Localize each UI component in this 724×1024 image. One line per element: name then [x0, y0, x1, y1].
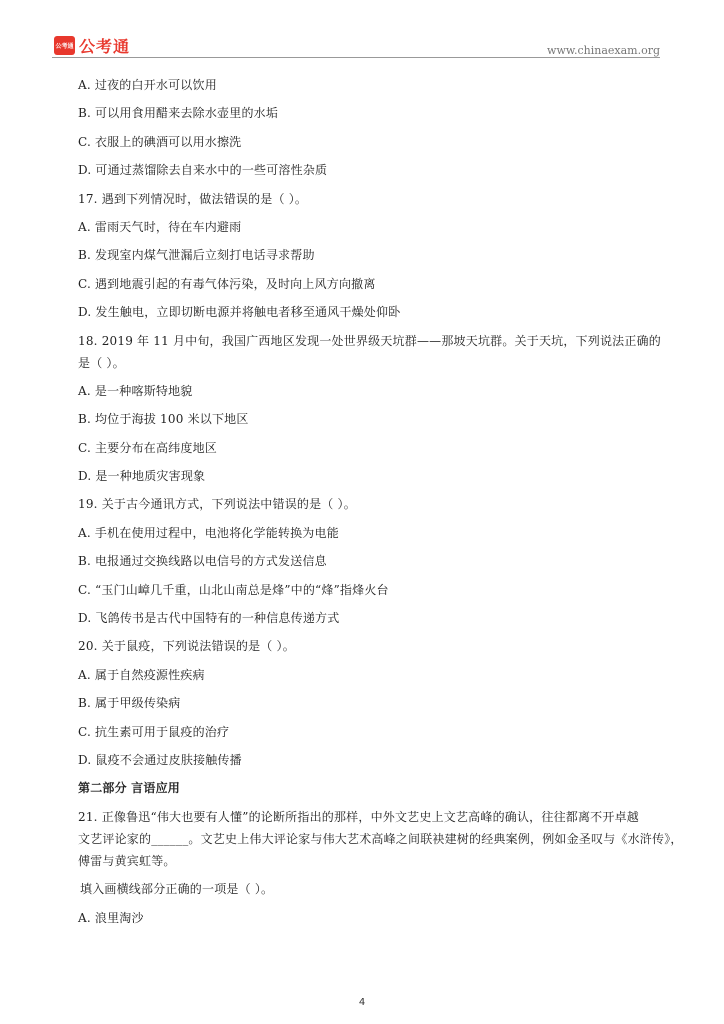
- option-20b: B. 属于甲级传染病: [78, 696, 181, 711]
- option-18d: D. 是一种地质灾害现象: [78, 469, 206, 484]
- logo: [54, 34, 130, 57]
- question-21-line2: 文艺评论家的______。文艺史上伟大评论家与伟大艺术高峰之间联袂建树的经典案例，例如金圣叹与《水浒传》，: [78, 831, 683, 846]
- logo-text: 公考通: [79, 37, 131, 56]
- option-20c: C. 抗生素可用于鼠疫的治疗: [78, 724, 230, 739]
- option-16b: B. 可以用食用醋来去除水壶里的水垢: [78, 106, 279, 121]
- option-20d: D. 鼠疫不会通过皮肤接触传播: [78, 752, 242, 767]
- question-17: 17. 遇到下列情况时，做法错误的是（ ）。: [78, 191, 308, 206]
- option-16d: D. 可通过蒸馏除去自来水中的一些可溶性杂质: [78, 163, 328, 178]
- document-body: [78, 77, 683, 938]
- question-18-line1: 18. 2019 年 11 月中旬，我国广西地区发现一处世界级天坑群——那坡天坑群。关于天坑，下列说法正确的: [78, 333, 661, 348]
- option-19a: A. 手机在使用过程中，电池将化学能转换为电能: [78, 525, 339, 540]
- question-18-line2: 是（ ）。: [78, 355, 125, 370]
- logo-badge: 公考通: [54, 36, 75, 55]
- option-18c: C. 主要分布在高纬度地区: [78, 440, 217, 455]
- option-20a: A. 属于自然疫源性疾病: [78, 667, 205, 682]
- option-18b: B. 均位于海拔 100 米以下地区: [78, 412, 249, 427]
- option-17d: D. 发生触电，立即切断电源并将触电者移至通风干燥处仰卧: [78, 305, 401, 320]
- site-url[interactable]: www.chinaexam.org: [547, 44, 660, 57]
- header-divider: [52, 57, 660, 58]
- option-16a: A. 过夜的白开水可以饮用: [78, 78, 217, 92]
- page-header: [52, 34, 660, 58]
- option-19c: C. “玉门山嶂几千重，山北山南总是烽”中的“烽”指烽火台: [78, 582, 389, 597]
- question-19: 19. 关于古今通讯方式，下列说法中错误的是（ ）。: [78, 497, 356, 512]
- option-18a: A. 是一种喀斯特地貌: [78, 383, 193, 398]
- option-17b: B. 发现室内煤气泄漏后立刻打电话寻求帮助: [78, 248, 315, 263]
- page-number: 4: [358, 997, 366, 1008]
- question-21-prompt: 填入画横线部分正确的一项是（ ）。: [80, 882, 274, 897]
- option-21a: A. 浪里淘沙: [78, 910, 144, 925]
- option-17c: C. 遇到地震引起的有毒气体污染，及时向上风方向撤离: [78, 276, 376, 291]
- section-heading: 第二部分 言语应用: [78, 781, 180, 796]
- option-19b: B. 电报通过交换线路以电信号的方式发送信息: [78, 554, 327, 569]
- question-21-line3: 傅雷与黄宾虹等。: [78, 853, 176, 868]
- option-19d: D. 飞鸽传书是古代中国特有的一种信息传递方式: [78, 611, 340, 626]
- question-20: 20. 关于鼠疫，下列说法错误的是（ ）。: [78, 639, 295, 654]
- question-21-line1: 21. 正像鲁迅“伟大也要有人懂”的论断所指出的那样，中外文艺史上文艺高峰的确认，往往都离不开卓越: [78, 809, 639, 824]
- option-16c: C. 衣服上的碘酒可以用水擦洗: [78, 134, 242, 149]
- option-17a: A. 雷雨天气时，待在车内避雨: [78, 219, 242, 234]
